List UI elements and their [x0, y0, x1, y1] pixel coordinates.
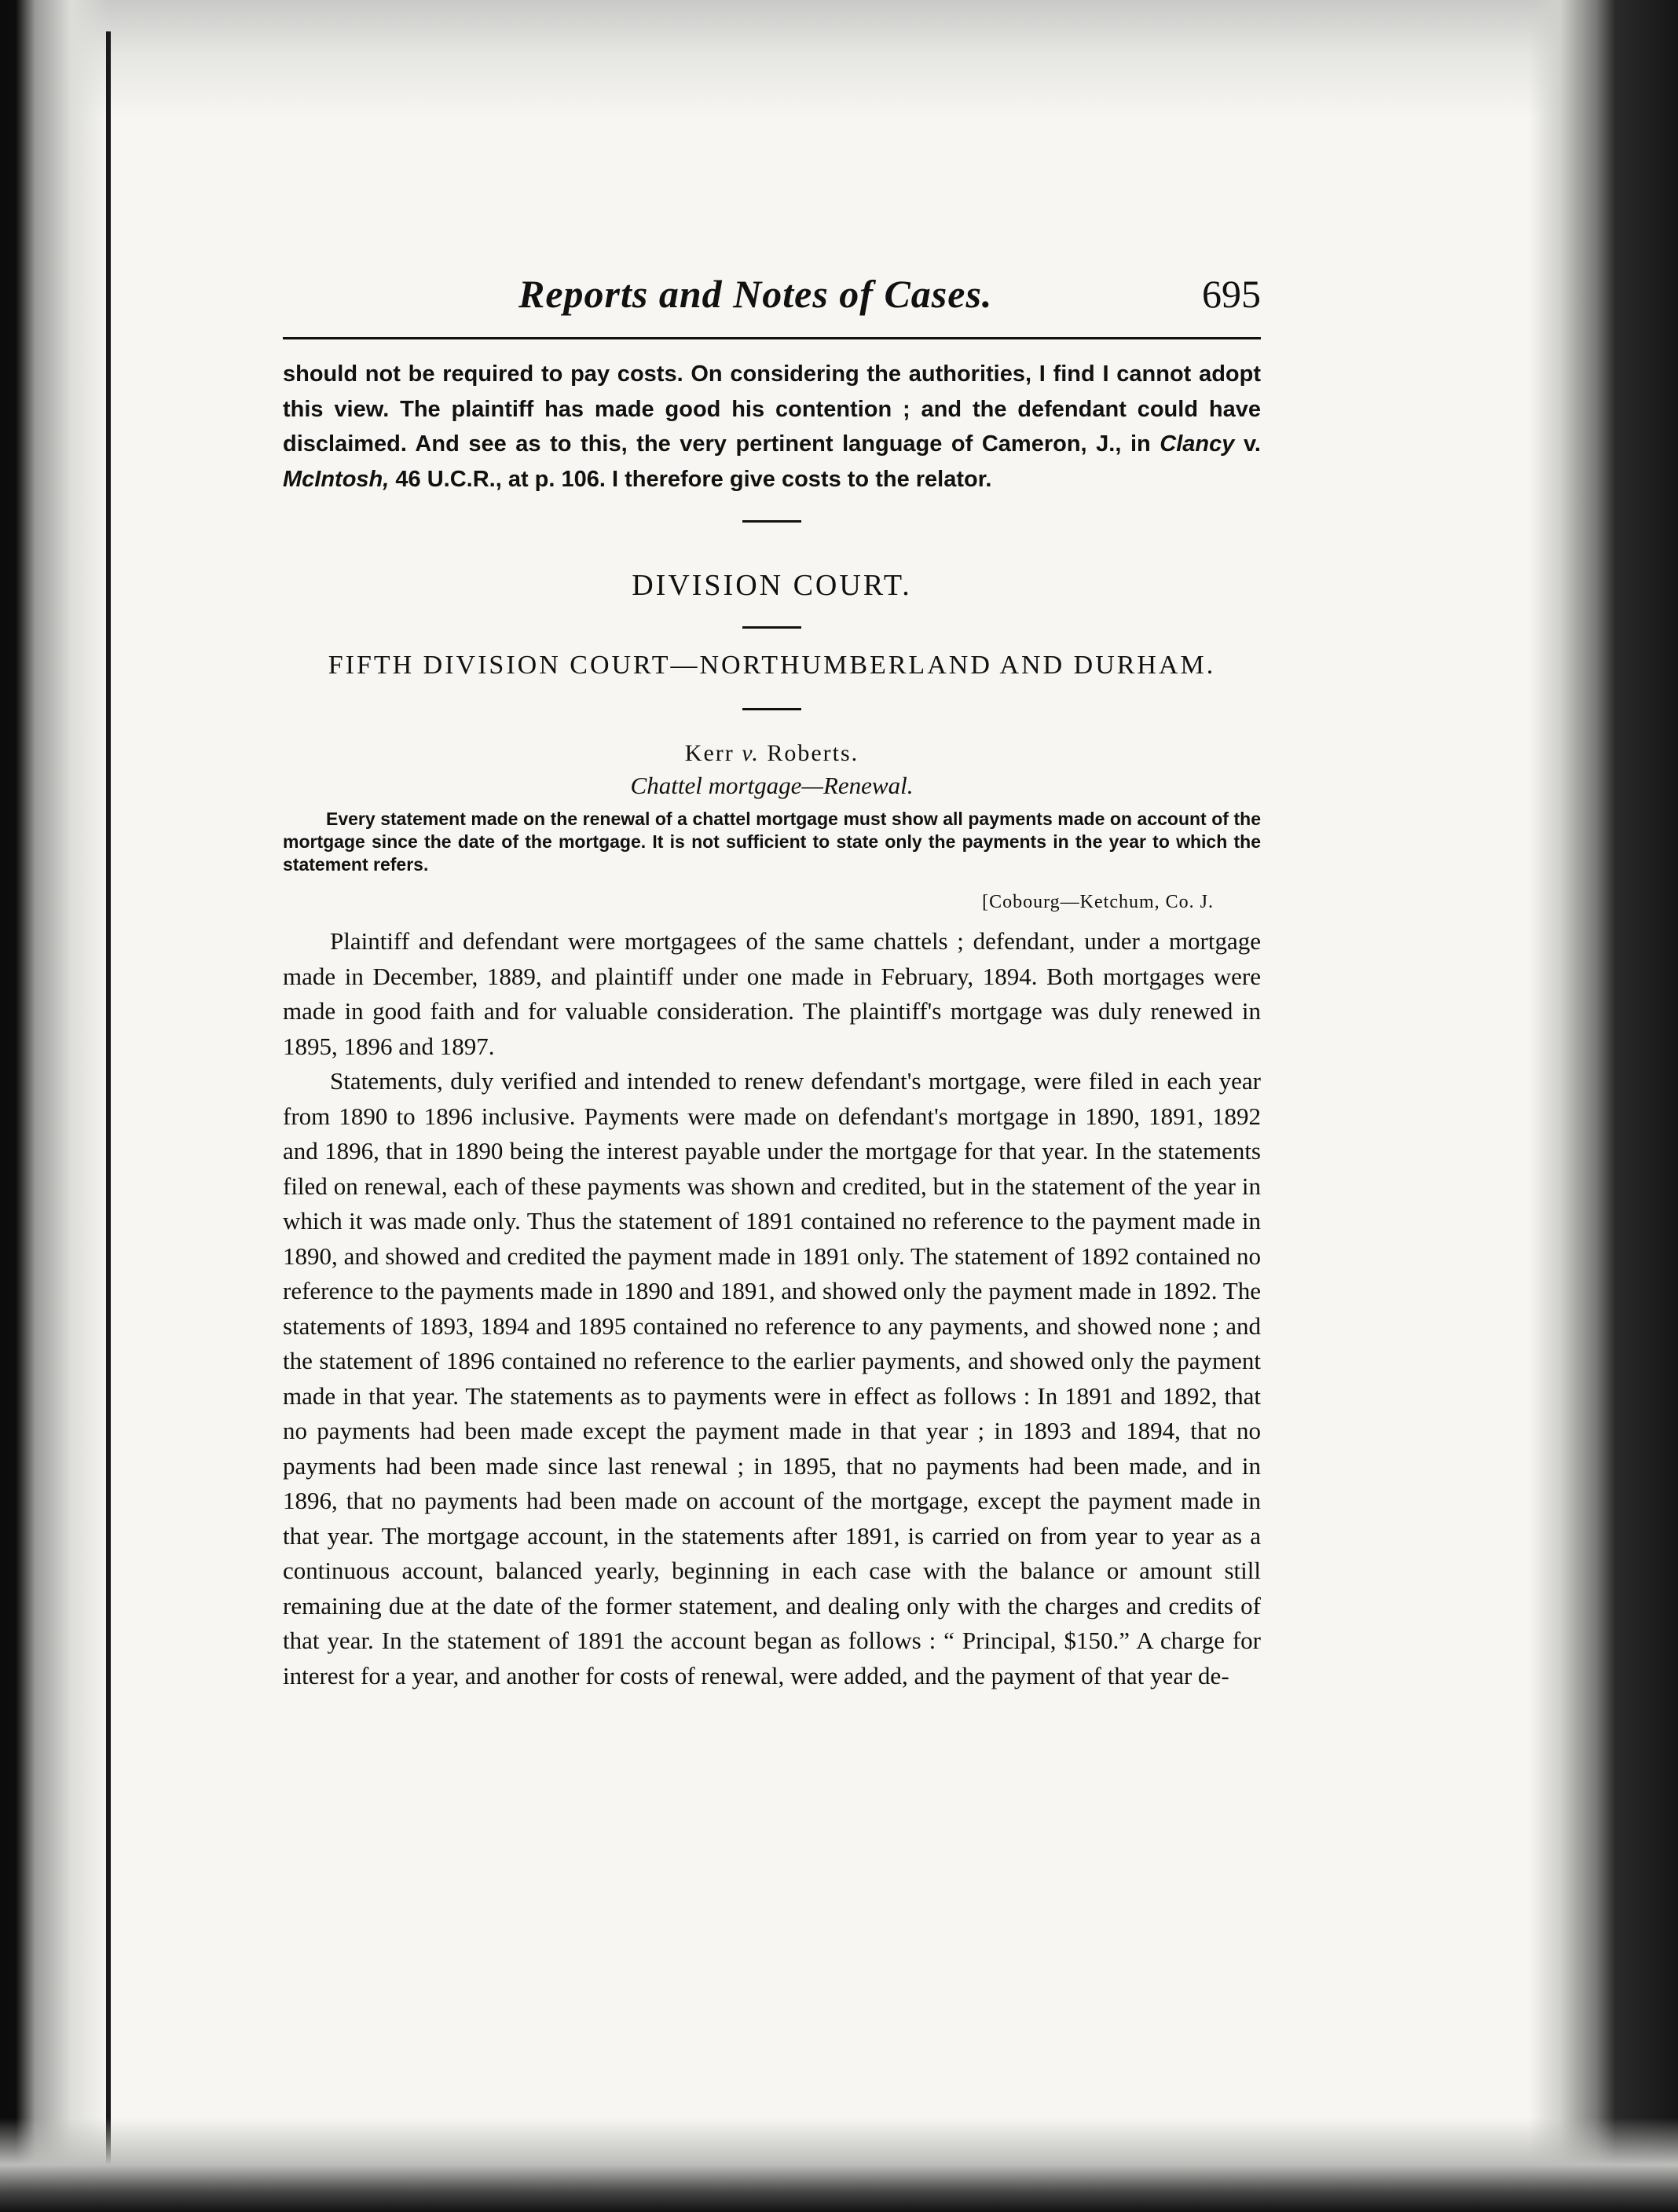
opening-text-2: 46 U.C.R., at p. 106. I therefore give costs to the relator.	[389, 466, 992, 492]
case-headnote: Every statement made on the renewal of a chattel mortgage must show all payments made on account of the mortgage since the date of the mortgage. It is not sufficient to state only the payments in the year to which the statement refers.	[283, 809, 1261, 875]
scan-edge-top	[0, 0, 1678, 118]
running-head	[283, 271, 1261, 339]
page-content	[283, 271, 1261, 1693]
court-reference: [Cobourg—Ketchum, Co. J.	[982, 892, 1214, 912]
page-number: 695	[1202, 272, 1261, 316]
case-party-a: Kerr	[684, 740, 742, 766]
section-heading: DIVISION COURT.	[632, 569, 912, 602]
body-paragraph-1: Plaintiff and defendant were mortgagees of the same chattels ; defendant, under a mortgage made in December, 1889, and plaintiff under one made in February, 1894. Both mortgages were made in good faith and for valuable consideration. The plaintiff's mortgage was duly renewed in 1895, 1896 and 1897.	[283, 927, 1261, 1060]
heading-divider	[742, 626, 801, 629]
case-topic: Chattel mortgage—Renewal.	[630, 772, 914, 799]
case-name	[283, 740, 1261, 767]
opening-text-1: should not be required to pay costs. On considering the authorities, I find I cannot adopt this view. The plaintiff has made good his contention ; and the defendant could have disclaimed. And see as to this, the very pertinent language of Cameron, J., in	[283, 361, 1261, 457]
case-party-b: Roberts.	[759, 740, 859, 766]
subheading-divider	[742, 708, 801, 710]
section-divider	[742, 520, 801, 523]
citation-v: v.	[1234, 431, 1261, 457]
section-subheading: FIFTH DIVISION COURT—NORTHUMBERLAND AND DURHAM.	[328, 651, 1216, 680]
scan-edge-left	[0, 0, 110, 2212]
opening-paragraph	[283, 357, 1261, 497]
scan-edge-bottom	[0, 2118, 1678, 2212]
case-citation-mcintosh: McIntosh,	[283, 466, 390, 492]
body-paragraph-2: Statements, duly verified and intended to renew defendant's mortgage, were filed in each year from 1890 to 1896 inclusive. Payments were made on defendant's mortgage in 1890, 1891, 1892 and 1896, that in 1890 being the interest payable under the mortgage for that year. In the statements filed on renewal, each of these payments was shown and credited, but in the statement of the year in which it was made only. Thus the statement of 1891 contained no reference to the payment made in 1890, and showed and credited the payment made in 1891 only. The statement of 1892 contained no reference to the payments made in 1890 and 1891, and showed only the payment made in 1892. The statements of 1893, 1894 and 1895 contained no reference to any payments, and showed none ; and the statement of 1896 contained no reference to the earlier payments, and showed only the payment made in that year. The statements as to payments were in effect as follows : In 1891 and 1892, that no payments had been made except the payment made in that year ; in 1893 and 1894, that no payments had been made since last renewal ; in 1895, that no payments had been made, and in 1896, that no payments had been made on account of the mortgage, except the payment made in that year. The mortgage account, in the statements after 1891, is carried on from year to year as a continuous account, balanced yearly, beginning in each case with the balance or amount still remaining due at the date of the former statement, and dealing only with the charges and credits of that year. In the statement of 1891 the account began as follows : “ Principal, $150.” A charge for interest for a year, and another for costs of renewal, were added, and the payment of that year de-	[283, 1067, 1261, 1689]
case-citation-clancy: Clancy	[1160, 431, 1235, 457]
case-versus: v.	[742, 740, 760, 766]
scan-binding-rule	[106, 31, 111, 2184]
scan-edge-right	[1529, 0, 1678, 2212]
running-title: Reports and Notes of Cases.	[518, 272, 993, 316]
